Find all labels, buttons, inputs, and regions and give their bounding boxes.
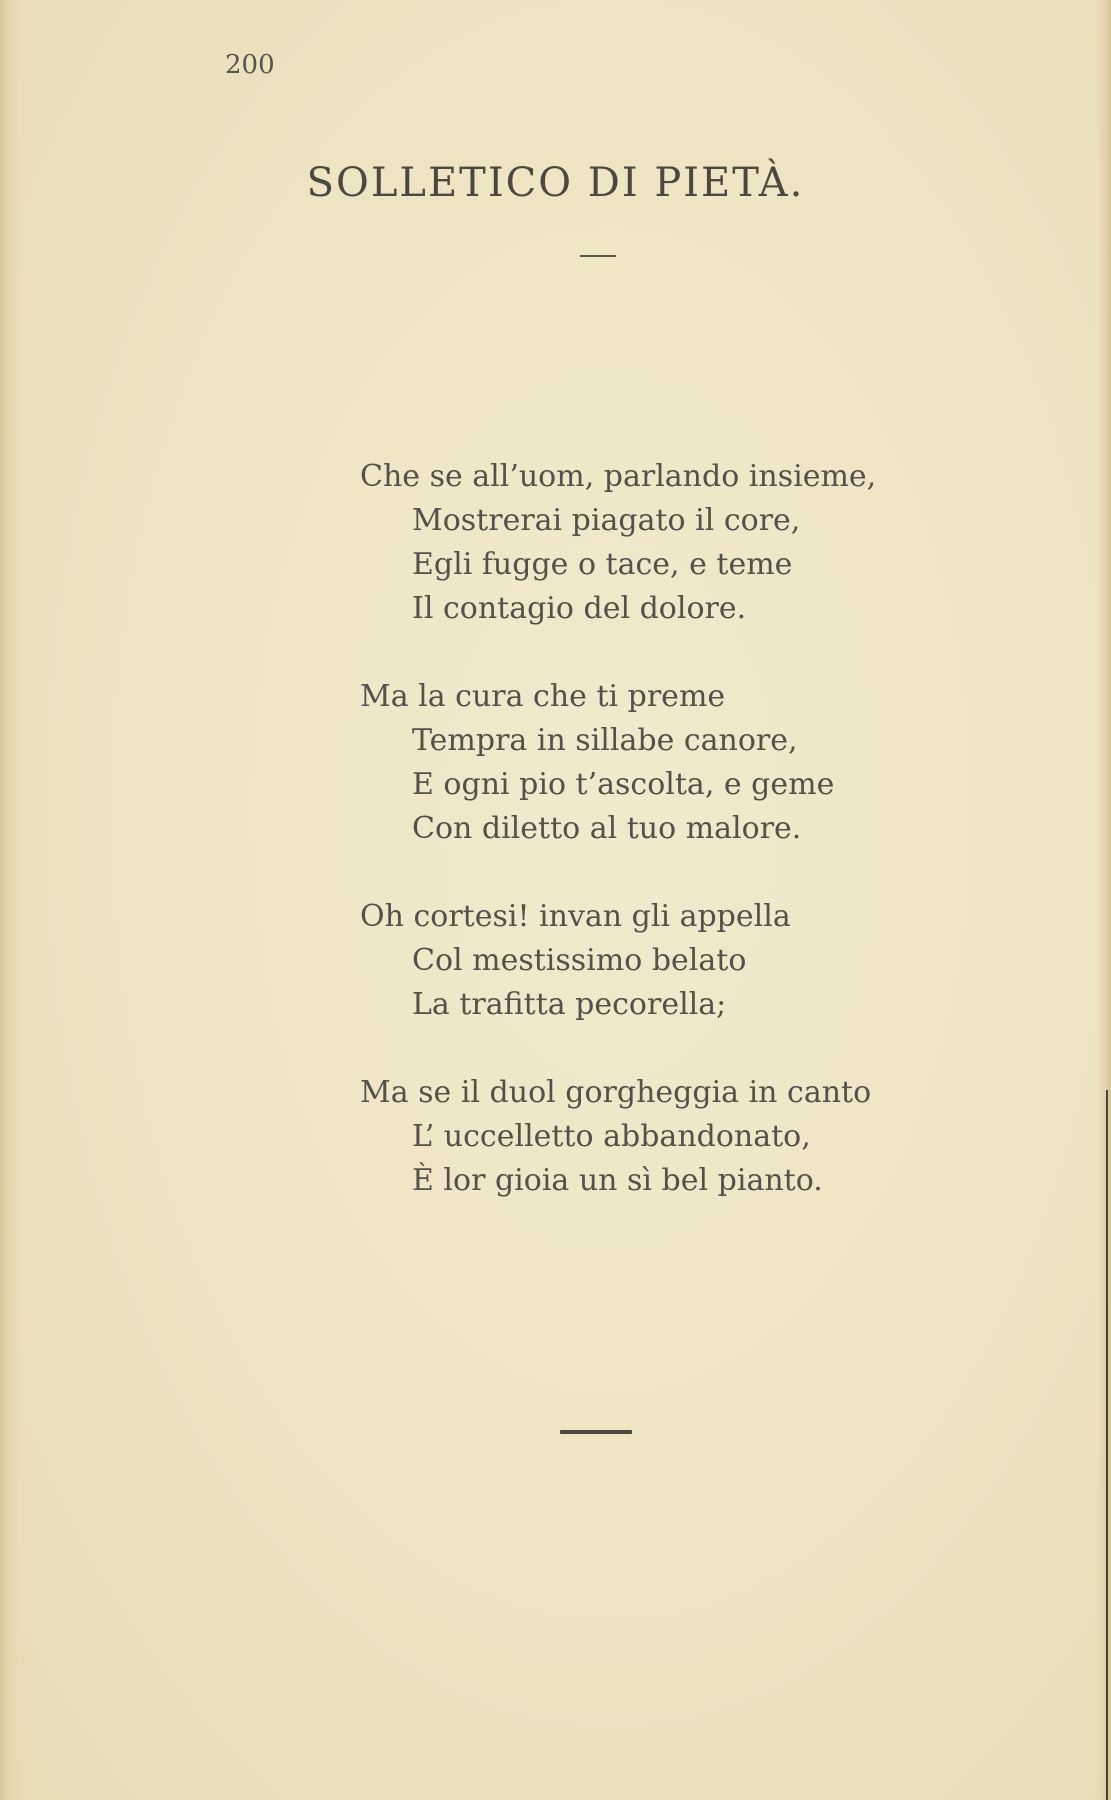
poem-line: Che se all’uom, parlando insieme, [360, 459, 877, 494]
poem-line: Con diletto al tuo malore. [412, 811, 802, 846]
page-gutter-shadow [0, 0, 22, 1800]
poem-line: Tempra in sillabe canore, [412, 723, 798, 758]
stanza-2 [360, 675, 960, 851]
stanza-1 [360, 455, 960, 631]
poem-line: La trafitta pecorella; [412, 987, 727, 1022]
poem-line: Ma se il duol gorgheggia in canto [360, 1075, 872, 1110]
poem-line: È lor gioia un sì bel pianto. [412, 1163, 823, 1198]
poem-line: Il contagio del dolore. [412, 591, 747, 626]
stanza-3 [360, 895, 960, 1027]
poem-body [360, 455, 960, 1247]
poem-line: Ma la cura che ti preme [360, 679, 726, 714]
end-divider [560, 1430, 632, 1434]
poem-line: Col mestissimo belato [412, 943, 747, 978]
poem-line: Egli fugge o tace, e teme [412, 547, 793, 582]
page-edge-line [1106, 1090, 1108, 1800]
poem-title: SOLLETICO DI PIETÀ. [306, 160, 805, 206]
poem-line: Oh cortesi! invan gli appella [360, 899, 791, 934]
poem-line: Mostrerai piagato il core, [412, 503, 801, 538]
poem-line: E ogni pio t’ascolta, e geme [412, 767, 835, 802]
title-divider [580, 255, 616, 257]
page-number: 200 [225, 50, 275, 80]
poem-line: L’ uccelletto abbandonato, [412, 1119, 811, 1154]
stanza-4 [360, 1071, 960, 1203]
page-right-edge [1097, 0, 1111, 1800]
